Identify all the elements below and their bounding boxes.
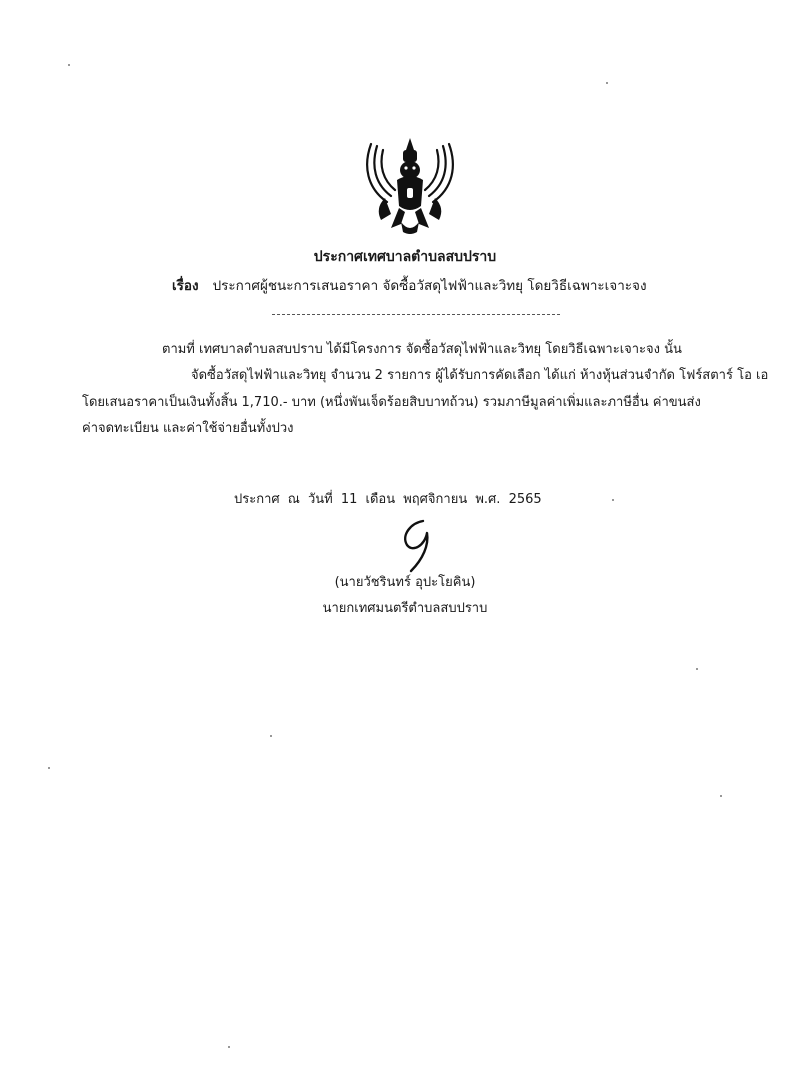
garuda-emblem-icon [361, 136, 459, 236]
scan-speck [270, 735, 272, 737]
subject-label: เรื่อง [172, 278, 199, 294]
body-paragraph-2: จัดซื้อวัสดุไฟฟ้าและวิทยุ จำนวน 2 รายการ ผู้ได้รับการคัดเลือก ได้แก่ ห้างหุ้นส่วนจำกัด โฟร์สตาร์ โอ เอ [191, 368, 769, 383]
scan-speck [606, 82, 608, 84]
scan-speck [612, 499, 614, 501]
signer-position: นายกเทศมนตรีตำบลสบปราบ [322, 601, 488, 616]
subject-text: ประกาศผู้ชนะการเสนอราคา จัดซื้อวัสดุไฟฟ้าและวิทยุ โดยวิธีเฉพาะเจาะจง [212, 278, 647, 294]
scan-speck [228, 1046, 230, 1048]
scan-speck [68, 64, 70, 66]
scan-speck [48, 767, 50, 769]
body-paragraph-4: ค่าจดทะเบียน และค่าใช้จ่ายอื่นทั้งปวง [82, 421, 294, 436]
signer-name: (นายวัชรินทร์ อุปะโยคิน) [334, 575, 476, 590]
scan-speck [696, 668, 698, 670]
dashed-divider [272, 314, 560, 315]
announcement-date: ประกาศ ณ วันที่ 11 เดือน พฤศจิกายน พ.ศ. 2565 [234, 492, 542, 507]
body-paragraph-3: โดยเสนอราคาเป็นเงินทั้งสิ้น 1,710.- บาท (หนึ่งพันเจ็ดร้อยสิบบาทถ้วน) รวมภาษีมูลค่าเพิ่มและภาษีอื่น ค่าขนส่ง [82, 395, 701, 410]
page-title: ประกาศเทศบาลตำบลสบปราบ [313, 249, 497, 265]
scan-speck [720, 795, 722, 797]
body-paragraph-1: ตามที่ เทศบาลตำบลสบปราบ ได้มีโครงการ จัดซื้อวัสดุไฟฟ้าและวิทยุ โดยวิธีเฉพาะเจาะจง นั้น [162, 342, 682, 357]
handwritten-signature-icon [393, 515, 439, 575]
subject-line [172, 274, 647, 296]
